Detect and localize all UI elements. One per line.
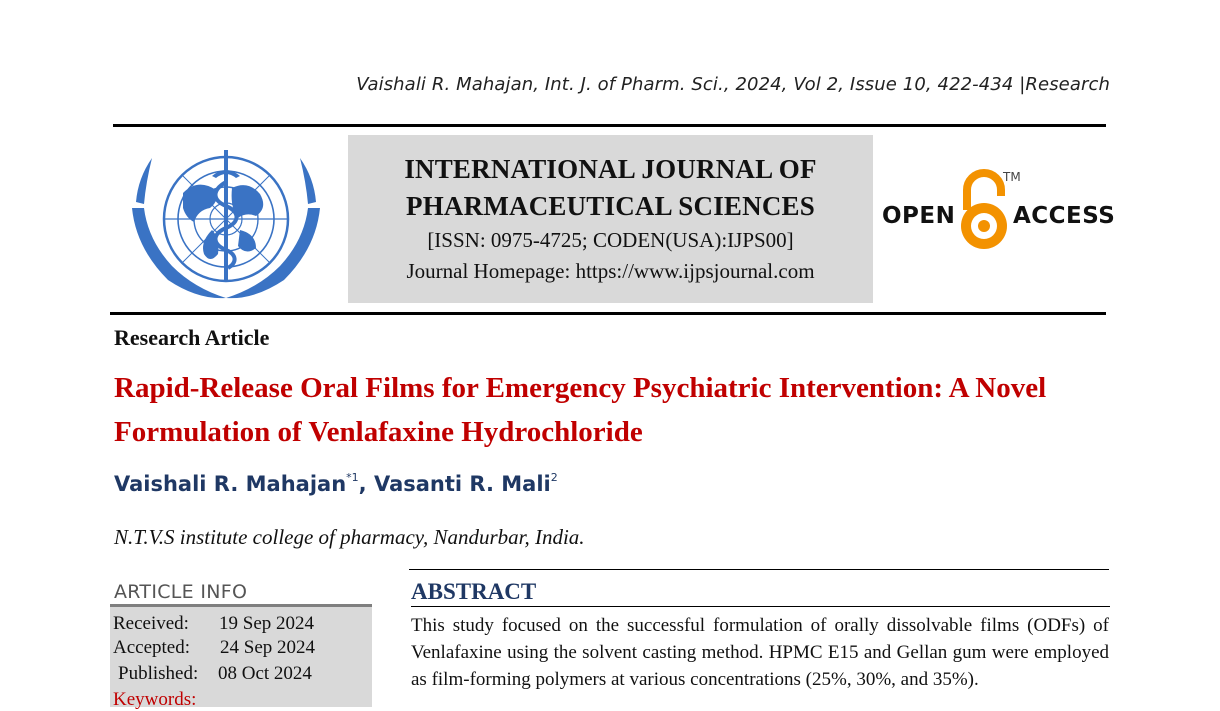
accepted-label: Accepted:	[113, 637, 191, 658]
article-title: Rapid-Release Oral Films for Emergency Psychiatric Intervention: A Novel Formulation of Venlafaxine Hydrochloride	[114, 372, 1047, 448]
journal-homepage: Journal Homepage: https://www.ijpsjournal.com	[406, 259, 815, 283]
received-date: 19 Sep 2024	[219, 613, 314, 634]
author-affiliation: N.T.V.S institute college of pharmacy, Nandurbar, India.	[114, 525, 585, 549]
running-header: Vaishali R. Mahajan, Int. J. of Pharm. Sci., 2024, Vol 2, Issue 10, 422-434 |Research	[356, 74, 1110, 95]
article-type: Research Article	[114, 325, 270, 350]
author-name[interactable]: Vaishali R. Mahajan	[114, 472, 347, 496]
open-access-trademark: TM	[1003, 170, 1021, 184]
received-row	[113, 613, 314, 635]
section-divider	[409, 569, 1109, 570]
header-rule-top	[113, 124, 1106, 127]
article-info-heading: ARTICLE INFO	[114, 581, 248, 603]
abstract-rule	[411, 606, 1110, 607]
received-label: Received:	[113, 613, 189, 634]
published-label: Published:	[118, 663, 199, 684]
published-row	[118, 663, 312, 685]
author-superscript: *1	[346, 471, 359, 484]
published-date: 08 Oct 2024	[218, 663, 312, 684]
journal-name-line1: INTERNATIONAL JOURNAL OF	[404, 154, 817, 184]
accepted-row	[113, 637, 315, 659]
journal-emblem-logo	[128, 138, 324, 304]
open-access-logo	[880, 165, 1116, 255]
open-access-access-text: ACCESS	[1013, 203, 1116, 229]
author-superscript: 2	[550, 471, 558, 484]
journal-masthead	[348, 135, 873, 303]
keywords-label: Keywords:	[113, 689, 197, 710]
open-access-open-text: OPEN	[882, 203, 956, 229]
journal-issn: [ISSN: 0975-4725; CODEN(USA):IJPS00]	[427, 228, 794, 252]
article-info-box	[110, 604, 372, 710]
author-name[interactable]: Vasanti R. Mali	[373, 472, 551, 496]
journal-name-line2: PHARMACEUTICAL SCIENCES	[406, 191, 815, 221]
accepted-date: 24 Sep 2024	[220, 637, 315, 658]
abstract-text: This study focused on the successful formulation of orally dissolvable films (ODFs) of Venlafaxine using the solvent casting method. HPMC E15 and Gellan gum were employed as film-forming polymers at various concentrations (25%, 30%, and 35%).	[411, 615, 1109, 690]
abstract-heading: ABSTRACT	[411, 579, 537, 604]
author-list	[114, 472, 558, 496]
header-rule-bottom	[110, 312, 1106, 315]
author-separator: ,	[358, 472, 374, 496]
